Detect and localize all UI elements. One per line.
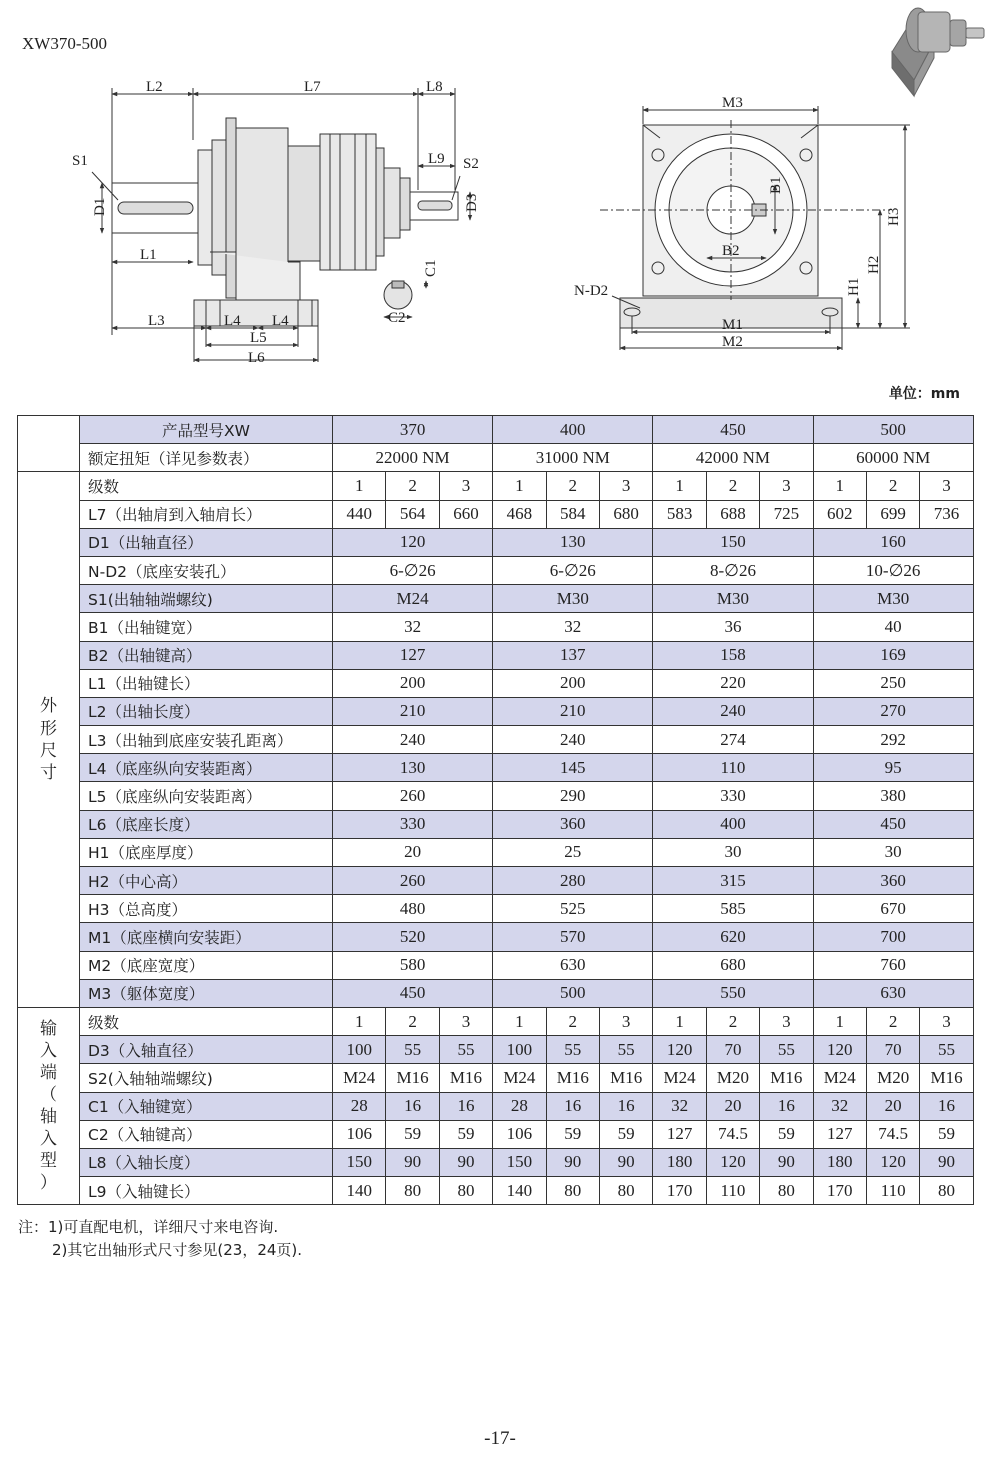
value-cell: 70 [866,1036,919,1064]
svg-text:S2: S2 [463,156,479,172]
value-cell: 32 [493,613,653,641]
value-cell: 270 [813,697,973,725]
value-cell: M16 [546,1064,599,1092]
value-cell: 480 [333,895,493,923]
front-view-drawing [600,106,910,350]
value-cell: M24 [333,585,493,613]
stage-cell: 2 [386,1007,439,1035]
value-cell: 120 [706,1148,759,1176]
value-cell: 32 [333,613,493,641]
value-cell: 16 [599,1092,652,1120]
value-cell: 670 [813,895,973,923]
value-cell: 468 [493,500,546,528]
value-cell: 6-∅26 [493,556,653,584]
value-cell: M30 [653,585,813,613]
value-cell: 127 [333,641,493,669]
table-row [18,726,974,754]
stage-cell: 2 [706,472,759,500]
value-cell: 360 [813,867,973,895]
table-row [18,838,974,866]
value-cell: 450 [813,810,973,838]
value-cell: M16 [439,1064,492,1092]
row-label: S2(入轴轴端螺纹) [80,1064,333,1092]
model-header: 400 [493,416,653,444]
group-label-char: 轴 [40,1107,57,1128]
torque-value: 31000 NM [493,444,653,472]
value-cell: 55 [439,1036,492,1064]
value-cell: 760 [813,951,973,979]
value-cell: 80 [439,1177,492,1205]
value-cell: 90 [920,1148,973,1176]
stage-cell: 3 [439,472,492,500]
technical-drawing [0,0,1000,380]
value-cell: 59 [439,1120,492,1148]
model-title: XW370-500 [22,34,107,53]
value-cell: 10-∅26 [813,556,973,584]
stage-cell: 2 [386,472,439,500]
value-cell: 90 [760,1148,813,1176]
value-cell: 55 [599,1036,652,1064]
value-cell: 30 [653,838,813,866]
row-label: L1（出轴键长） [80,669,333,697]
value-cell: 170 [813,1177,866,1205]
value-cell: 90 [599,1148,652,1176]
value-cell: 150 [653,528,813,556]
value-cell: 160 [813,528,973,556]
value-cell: 660 [439,500,492,528]
value-cell: 725 [760,500,813,528]
svg-text:L3: L3 [148,313,165,329]
model-header: 500 [813,416,973,444]
value-cell: 250 [813,669,973,697]
value-cell: M16 [920,1064,973,1092]
svg-text:L9: L9 [428,151,445,167]
value-cell: 6-∅26 [333,556,493,584]
row-label: N-D2（底座安装孔） [80,556,333,584]
value-cell: 520 [333,923,493,951]
value-cell: 40 [813,613,973,641]
value-cell: 360 [493,810,653,838]
svg-text:B2: B2 [722,243,740,259]
svg-text:L8: L8 [426,79,443,95]
value-cell: 290 [493,782,653,810]
value-cell: 36 [653,613,813,641]
stage-cell: 3 [920,1007,973,1035]
table-row [18,500,974,528]
value-cell: 630 [493,951,653,979]
value-cell: 330 [653,782,813,810]
value-cell: 74.5 [706,1120,759,1148]
row-label: M2（底座宽度） [80,951,333,979]
svg-text:S1: S1 [72,153,88,169]
value-cell: 16 [386,1092,439,1120]
stage-cell: 2 [866,472,919,500]
group-label [18,472,80,1008]
value-cell: 500 [493,979,653,1007]
value-cell: M16 [760,1064,813,1092]
row-label: L3（出轴到底座安装孔距离） [80,726,333,754]
row-label: C1（入轴键宽） [80,1092,333,1120]
table-row [18,416,974,444]
value-cell: 106 [493,1120,546,1148]
svg-text:L1: L1 [140,247,157,263]
torque-value: 22000 NM [333,444,493,472]
value-cell: 602 [813,500,866,528]
value-cell: 680 [599,500,652,528]
row-label: L8（入轴长度） [80,1148,333,1176]
value-cell: M20 [706,1064,759,1092]
value-cell: M20 [866,1064,919,1092]
group-label-char: （ [40,1085,57,1105]
value-cell: 55 [386,1036,439,1064]
row-label: L9（入轴键长） [80,1177,333,1205]
stage-cell: 1 [493,1007,546,1035]
row-label: L7（出轴肩到入轴肩长） [80,500,333,528]
stage-cell: 1 [813,472,866,500]
row-label: H3（总高度） [80,895,333,923]
value-cell: 580 [333,951,493,979]
value-cell: 80 [760,1177,813,1205]
value-cell: 28 [333,1092,386,1120]
group-label-char: 入 [40,1129,57,1150]
table-row [18,1092,974,1120]
value-cell: 585 [653,895,813,923]
row-label: M3（躯体宽度） [80,979,333,1007]
value-cell: 140 [333,1177,386,1205]
value-cell: 16 [760,1092,813,1120]
value-cell: 220 [653,669,813,697]
value-cell: 80 [920,1177,973,1205]
value-cell: 80 [546,1177,599,1205]
value-cell: M24 [653,1064,706,1092]
stage-cell: 1 [493,472,546,500]
value-cell: 583 [653,500,706,528]
torque-value: 60000 NM [813,444,973,472]
table-row [18,585,974,613]
value-cell: 59 [920,1120,973,1148]
value-cell: 440 [333,500,386,528]
value-cell: 240 [653,697,813,725]
table-row [18,1036,974,1064]
value-cell: 200 [493,669,653,697]
stage-cell: 3 [760,472,813,500]
value-cell: 25 [493,838,653,866]
value-cell: 100 [333,1036,386,1064]
value-cell: 20 [333,838,493,866]
value-cell: 260 [333,782,493,810]
value-cell: M16 [599,1064,652,1092]
value-cell: 550 [653,979,813,1007]
stage-cell: 2 [706,1007,759,1035]
stage-cell: 3 [760,1007,813,1035]
value-cell: 55 [546,1036,599,1064]
value-cell: 140 [493,1177,546,1205]
product-photo [892,8,984,96]
value-cell: 150 [333,1148,386,1176]
row-label: L4（底座纵向安装距离） [80,754,333,782]
row-label: D3（入轴直径） [80,1036,333,1064]
table-row [18,613,974,641]
group-label-char: 入 [40,1040,57,1061]
value-cell: 80 [386,1177,439,1205]
value-cell: 28 [493,1092,546,1120]
table-row [18,782,974,810]
table-row [18,867,974,895]
value-cell: 127 [813,1120,866,1148]
row-label: L6（底座长度） [80,810,333,838]
row-label: M1（底座横向安装距） [80,923,333,951]
value-cell: 120 [813,1036,866,1064]
value-cell: 90 [386,1148,439,1176]
value-cell: 95 [813,754,973,782]
value-cell: 158 [653,641,813,669]
row-label: C2（入轴键高） [80,1120,333,1148]
value-cell: 700 [813,923,973,951]
value-cell: 120 [866,1148,919,1176]
group-label-char: 外 [40,696,57,717]
value-cell: 110 [653,754,813,782]
corner-cell [18,416,80,472]
stage-cell: 2 [546,1007,599,1035]
svg-text:L4: L4 [272,313,289,329]
row-label: L2（出轴长度） [80,697,333,725]
group-label-char: 端 [40,1062,57,1083]
group-label-char: 型 [40,1151,57,1172]
group-label-char: 寸 [40,762,57,783]
stage-cell: 2 [866,1007,919,1035]
group-label-char: 输 [40,1018,57,1039]
value-cell: 240 [493,726,653,754]
stage-cell: 2 [546,472,599,500]
row-label: B1（出轴键宽） [80,613,333,641]
row-label: D1（出轴直径） [80,528,333,556]
row-label: S1(出轴轴端螺纹) [80,585,333,613]
svg-text:L2: L2 [146,79,163,95]
value-cell: 16 [439,1092,492,1120]
value-cell: 315 [653,867,813,895]
value-cell: 330 [333,810,493,838]
table-row [18,1177,974,1205]
table-row [18,641,974,669]
value-cell: 210 [333,697,493,725]
row-label: 额定扭矩（详见参数表） [80,444,333,472]
table-row [18,979,974,1007]
stage-cell: 1 [653,472,706,500]
svg-text:B1: B1 [768,176,784,194]
table-row [18,1120,974,1148]
value-cell: 32 [813,1092,866,1120]
stage-cell: 1 [813,1007,866,1035]
value-cell: 106 [333,1120,386,1148]
value-cell: 90 [439,1148,492,1176]
value-cell: 32 [653,1092,706,1120]
value-cell: 80 [599,1177,652,1205]
value-cell: M30 [813,585,973,613]
svg-text:C2: C2 [388,310,406,326]
svg-text:M2: M2 [722,334,743,350]
value-cell: 210 [493,697,653,725]
value-cell: 20 [706,1092,759,1120]
svg-text:H2: H2 [866,255,882,274]
value-cell: 180 [653,1148,706,1176]
svg-text:H1: H1 [846,277,862,296]
value-cell: M24 [813,1064,866,1092]
value-cell: 525 [493,895,653,923]
value-cell: 90 [546,1148,599,1176]
value-cell: 200 [333,669,493,697]
table-row [18,528,974,556]
value-cell: 274 [653,726,813,754]
value-cell: M24 [333,1064,386,1092]
value-cell: 59 [386,1120,439,1148]
value-cell: 169 [813,641,973,669]
value-cell: 564 [386,500,439,528]
group-label-char: ） [40,1173,57,1194]
value-cell: 100 [493,1036,546,1064]
row-label: 产品型号XW [80,416,333,444]
svg-text:C1: C1 [423,259,439,277]
value-cell: 400 [653,810,813,838]
value-cell: 292 [813,726,973,754]
value-cell: 260 [333,867,493,895]
value-cell: M24 [493,1064,546,1092]
note-1: 注：1)可直配电机，详细尺寸来电咨询. [18,1218,279,1236]
table-row [18,669,974,697]
value-cell: 30 [813,838,973,866]
row-label: L5（底座纵向安装距离） [80,782,333,810]
table-row [18,1148,974,1176]
value-cell: 70 [706,1036,759,1064]
model-header: 370 [333,416,493,444]
row-label: 级数 [80,1007,333,1035]
value-cell: 280 [493,867,653,895]
value-cell: 130 [493,528,653,556]
value-cell: 736 [920,500,973,528]
stage-cell: 1 [653,1007,706,1035]
value-cell: M16 [386,1064,439,1092]
svg-text:H3: H3 [886,207,902,226]
row-label: H2（中心高） [80,867,333,895]
table-row [18,923,974,951]
stage-cell: 1 [333,472,386,500]
value-cell: 110 [866,1177,919,1205]
value-cell: 59 [599,1120,652,1148]
value-cell: 74.5 [866,1120,919,1148]
table-row [18,895,974,923]
stage-cell: 3 [439,1007,492,1035]
unit-label: 单位：mm [888,386,960,402]
stage-cell: 3 [599,472,652,500]
table-row [18,1007,974,1035]
torque-value: 42000 NM [653,444,813,472]
value-cell: M30 [493,585,653,613]
svg-text:N-D2: N-D2 [574,283,609,299]
page-number: -17- [484,1428,516,1449]
table-row [18,697,974,725]
svg-text:L7: L7 [304,79,321,95]
row-label: H1（底座厚度） [80,838,333,866]
value-cell: 380 [813,782,973,810]
value-cell: 8-∅26 [653,556,813,584]
row-label: B2（出轴键高） [80,641,333,669]
notes [18,1216,302,1262]
table-row [18,951,974,979]
value-cell: 688 [706,500,759,528]
table-row [18,810,974,838]
note-2: 2)其它出轴形式尺寸参见(23，24页). [52,1241,303,1259]
value-cell: 55 [920,1036,973,1064]
table-row [18,754,974,782]
group-label-char: 尺 [40,740,57,761]
value-cell: 620 [653,923,813,951]
value-cell: 450 [333,979,493,1007]
svg-text:D3: D3 [464,193,480,212]
table-row [18,472,974,500]
table-row [18,1064,974,1092]
value-cell: 127 [653,1120,706,1148]
value-cell: 150 [493,1148,546,1176]
value-cell: 137 [493,641,653,669]
stage-cell: 1 [333,1007,386,1035]
value-cell: 59 [760,1120,813,1148]
value-cell: 240 [333,726,493,754]
value-cell: 110 [706,1177,759,1205]
value-cell: 16 [920,1092,973,1120]
value-cell: 170 [653,1177,706,1205]
svg-text:L4: L4 [224,313,241,329]
svg-text:M3: M3 [722,95,743,111]
value-cell: 680 [653,951,813,979]
table-row [18,556,974,584]
value-cell: 55 [760,1036,813,1064]
value-cell: 630 [813,979,973,1007]
value-cell: 699 [866,500,919,528]
value-cell: 145 [493,754,653,782]
svg-text:M1: M1 [722,317,743,333]
model-header: 450 [653,416,813,444]
table-row [18,444,974,472]
stage-cell: 3 [599,1007,652,1035]
value-cell: 59 [546,1120,599,1148]
value-cell: 120 [333,528,493,556]
svg-text:L6: L6 [248,350,265,366]
stage-cell: 3 [920,472,973,500]
value-cell: 570 [493,923,653,951]
group-label [18,1007,80,1204]
value-cell: 180 [813,1148,866,1176]
spec-table [17,415,974,1205]
value-cell: 130 [333,754,493,782]
value-cell: 584 [546,500,599,528]
group-label-char: 形 [40,718,57,739]
value-cell: 20 [866,1092,919,1120]
svg-text:L5: L5 [250,330,267,346]
value-cell: 120 [653,1036,706,1064]
svg-text:D1: D1 [92,197,108,216]
value-cell: 16 [546,1092,599,1120]
row-label: 级数 [80,472,333,500]
